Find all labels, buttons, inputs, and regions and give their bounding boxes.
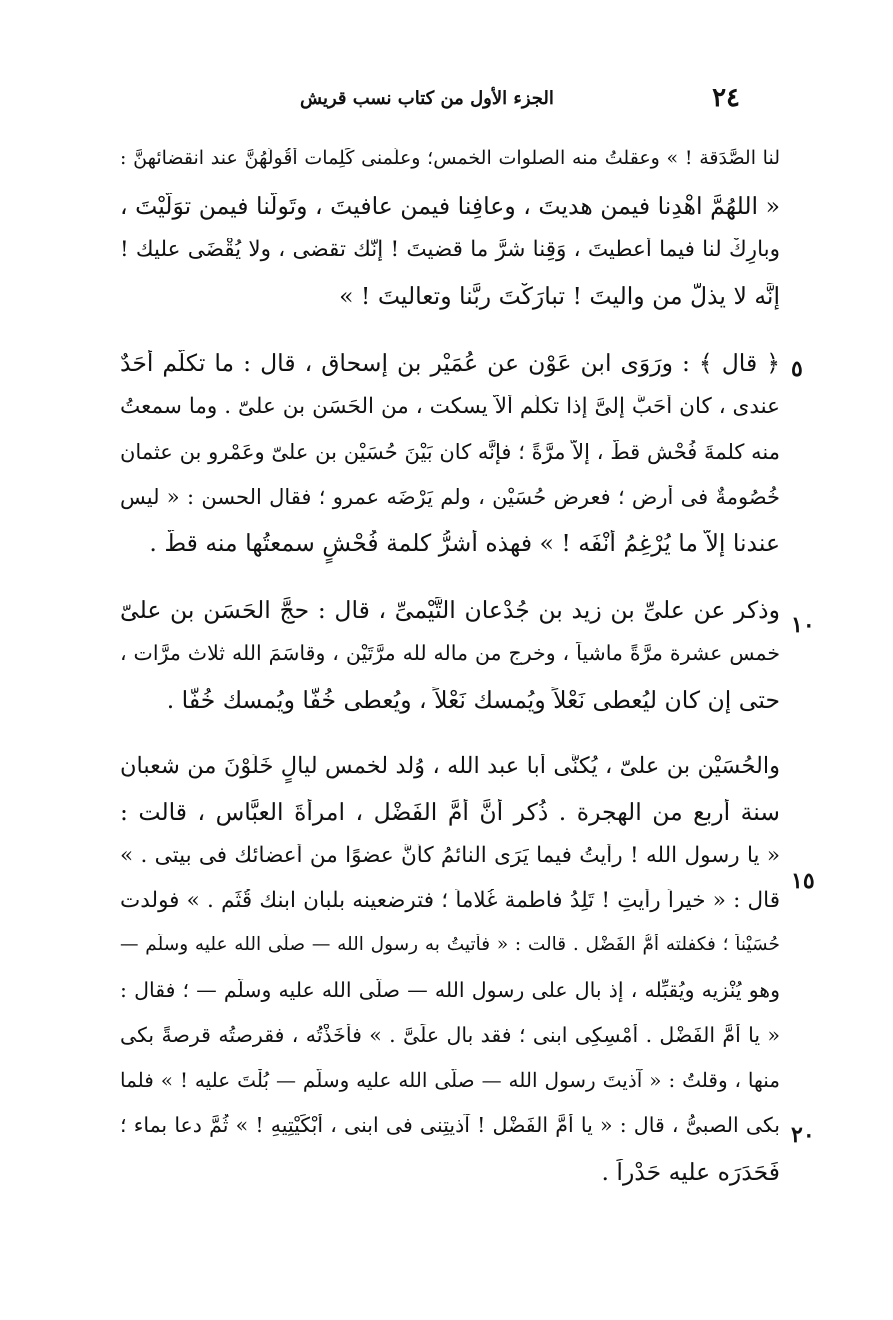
text-line: فَحَدَرَه عليه حَدْراً . — [601, 1159, 780, 1186]
line-number-10: ١٠ — [791, 612, 815, 638]
text-line: منها ، وقلتُ : « آذيتَ رسول الله — صلَّى الله عليه وسلَّم — بُلْتَ عليه ! » فلما — [120, 1069, 780, 1092]
running-title: الجزء الأول من كتاب نسب قريش — [300, 87, 554, 109]
text-line: ﴿ قال ﴾ : ورَوَى ابن عَوْن عن عُمَيْر بن إسحاق ، قال : ما تكلَّم أحَدٌ — [120, 350, 780, 377]
paragraph-4 — [120, 754, 780, 1204]
text-line: « يا رسول الله ! رأيتُ فيما يَرَى النائمُ كأنَّ عضوًا من أعضائك فى بيتى . » — [120, 844, 780, 868]
text-line: بكى الصبىُّ ، قال : « يا أُمَّ الفَضْل ! آذيتِنى فى ابنى ، أبْكَيْتِيهِ ! » ثُمَّ دعا بماء ؛ — [120, 1114, 780, 1137]
text-line: وبارِكْ لنا فيما أعطيتَ ، وَقِنا شرَّ ما قضيتَ ! إنَّك تقضى ، ولا يُقْضَى عليك ! — [120, 238, 780, 262]
text-line: إنَّه لا يذلُّ من واليتَ ! تبارَكْتَ ربَّنا وتعاليتَ ! » — [339, 283, 780, 310]
text-line: خمس عشرة مرَّةً ماشياً ، وخرج من ماله لله مرَّتَيْن ، وقاسَمَ الله ثلاث مرَّات ، — [120, 642, 780, 665]
text-line: حتى إن كان ليُعطى نَعْلاً ويُمسك نَعْلاً ، ويُعطى خُفًّا ويُمسك خُفًّا . — [166, 687, 780, 714]
text-line: « يا أُمَّ الفَضْل . أمْسِكِى ابنى ؛ فقد بال علَىَّ . » فأخَذْتُه ، فقرصتُه قرصةً بكى — [120, 1024, 780, 1047]
text-line: منه كلمةَ فُحْش قطُّ ، إلاَّ مرَّةً ؛ فإنَّه كان بَيْنَ حُسَيْن بن علىّ وعَمْرو بن عثمان — [120, 440, 780, 464]
text-line: « اللهُمَّ اهْدِنا فيمن هديتَ ، وعافِنا فيمن عافيتَ ، وتَولَّنا فيمن توَلَّيْتَ ، — [120, 193, 780, 220]
paragraph-2 — [120, 350, 780, 575]
body-text — [120, 148, 780, 1204]
line-number-15: ١٥ — [791, 868, 815, 894]
page-header — [300, 78, 740, 118]
text-line: حُسَيْناً ؛ فكفلته أُمُّ الفَضْل . قالت : « فأتيتُ به رسول الله — صلَّى الله عليه وسلَّم — — [120, 934, 780, 955]
paragraph-3 — [120, 597, 780, 732]
line-number-20: ٢٠ — [791, 1122, 815, 1148]
text-line: قال : « خيراً رأيتِ ! تَلِدُ فاطمة غُلاماً ؛ فترضعينه بلبان ابنك قُثَم . » فولدت — [120, 889, 780, 913]
text-line: عندنا إلاَّ ما يُرْغِمُ أنْفَه ! » فهذه أشرُّ كلمة فُحْشٍ سمعتُها منه قطُّ . — [149, 530, 780, 557]
paragraph-1 — [120, 148, 780, 328]
line-number-5: ٥ — [791, 356, 803, 382]
text-line: خُصُومةٌ فى أرض ؛ فعرض حُسَيْن ، ولم يَرْضَه عمرو ؛ فقال الحسن : « ليس — [120, 485, 780, 509]
page-number: ٢٤ — [712, 83, 740, 113]
text-line: والحُسَيْن بن علىّ ، يُكنَّى أبا عبد الله ، وُلد لخمس ليالٍ خَلَوْنَ من شعبان — [120, 754, 780, 779]
text-line: وهو يُنْزيه ويُقبِّله ، إذ بال على رسول الله — صلَّى الله عليه وسلَّم — ؛ فقال : — [120, 979, 780, 1002]
text-line: سنة أربع من الهجرة . ذُكر أنَّ أُمَّ الفَضْل ، امرأةَ العبَّاس ، قالت : — [120, 799, 780, 826]
text-line: عندى ، كان أحَبَّ إلىَّ إذا تكلَّم ألاَّ يسكت ، من الحَسَن بن علىّ . وما سمعتُ — [120, 395, 780, 419]
text-line: لنا الصَّدَقة ! » وعقلتُ منه الصلوات الخمس؛ وعلَّمنى كَلِمات أقُولُهُنَّ عند انقضائهنَّ : — [120, 148, 780, 169]
text-line: وذكر عن علىِّ بن زيد بن جُدْعان التَّيْمىِّ ، قال : حجَّ الحَسَن بن علىّ — [120, 597, 780, 624]
